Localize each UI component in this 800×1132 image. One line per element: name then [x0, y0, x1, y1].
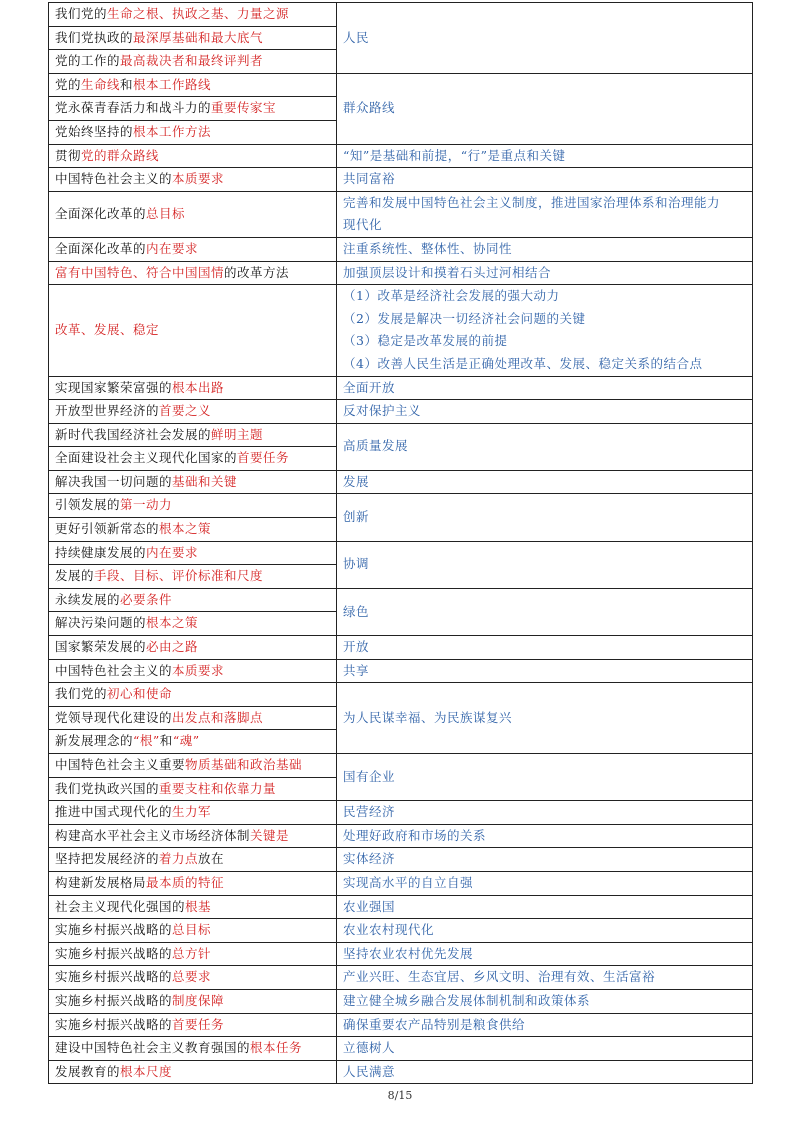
answer-cell — [337, 989, 753, 1013]
highlight-text: 党的群众路线 — [81, 147, 160, 163]
table-row — [49, 376, 753, 400]
plain-text: 解决我国一切问题的 — [55, 473, 173, 489]
answer-cell — [337, 285, 753, 376]
question-cell — [49, 565, 337, 589]
plain-text: 引领发展的 — [55, 497, 121, 513]
question-cell — [49, 50, 337, 74]
highlight-text: 首要任务 — [237, 450, 290, 466]
highlight-text: 总目标 — [172, 922, 212, 938]
highlight-text: 基础和关键 — [172, 473, 238, 489]
answer-line: （2）发展是解决一切经济社会问题的关键 — [343, 310, 586, 326]
table-row — [49, 168, 753, 192]
plain-text: 全面建设社会主义现代化国家的 — [55, 450, 238, 466]
highlight-text: 根本工作方法 — [133, 123, 212, 139]
plain-text: 党始终坚持的 — [55, 123, 134, 139]
question-cell — [49, 400, 337, 424]
plain-text: 我们党执政的 — [55, 29, 134, 45]
highlight-text: 生命之根、执政之基、力量之源 — [107, 6, 290, 21]
answer-line: 人民 — [343, 29, 370, 45]
highlight-text: 根本之策 — [146, 615, 199, 631]
highlight-text: 最本质的特征 — [146, 874, 225, 890]
plain-text: 实施乡村振兴战略的 — [55, 969, 173, 985]
highlight-text: 本质要求 — [172, 662, 225, 678]
answer-line: 民营经济 — [343, 804, 396, 820]
question-cell — [49, 966, 337, 990]
answer-line: 绿色 — [343, 603, 370, 619]
answer-line: 为人民谋幸福、为民族谋复兴 — [343, 709, 513, 725]
answer-line: 建立健全城乡融合发展体制机制和政策体系 — [343, 992, 591, 1008]
highlight-text: 第一动力 — [120, 497, 173, 513]
highlight-text: 出发点和落脚点 — [172, 709, 264, 725]
question-cell — [49, 659, 337, 683]
highlight-text: 必由之路 — [146, 639, 199, 655]
question-cell — [49, 285, 337, 376]
highlight-text: 最高裁决者和最终评判者 — [120, 53, 264, 69]
question-cell — [49, 237, 337, 261]
table-row — [49, 659, 753, 683]
plain-text: 的改革方法 — [224, 264, 290, 280]
answer-cell — [337, 588, 753, 635]
answer-line: 共享 — [343, 662, 370, 678]
answer-line: 产业兴旺、生态宜居、乡风文明、治理有效、生活富裕 — [343, 969, 656, 985]
table-row — [49, 144, 753, 168]
highlight-text: 根本工作路线 — [133, 76, 212, 92]
highlight-text: 初心和使命 — [107, 686, 173, 702]
plain-text: 党领导现代化建设的 — [55, 709, 173, 725]
highlight-text: 本质要求 — [172, 171, 225, 187]
table-row — [49, 895, 753, 919]
highlight-text: 手段、目标、评价标准和尺度 — [94, 568, 264, 584]
answer-line: 农业农村现代化 — [343, 922, 435, 938]
plain-text: 中国特色社会主义的 — [55, 171, 173, 187]
question-cell — [49, 73, 337, 97]
answer-cell — [337, 3, 753, 74]
highlight-text: 关键是 — [250, 827, 290, 843]
question-cell — [49, 261, 337, 285]
question-cell — [49, 518, 337, 542]
highlight-text: 着力点 — [159, 851, 199, 867]
question-cell — [49, 470, 337, 494]
question-cell — [49, 120, 337, 144]
plain-text: 党的工作的 — [55, 53, 121, 69]
answer-line: 创新 — [343, 509, 370, 525]
plain-text: 党的 — [55, 76, 82, 92]
question-cell — [49, 168, 337, 192]
highlight-text: 富有中国特色、符合中国国情 — [55, 264, 225, 280]
question-cell — [49, 942, 337, 966]
plain-text: 发展的 — [55, 568, 95, 584]
question-cell — [49, 423, 337, 447]
table-row — [49, 989, 753, 1013]
question-cell — [49, 376, 337, 400]
plain-text: 构建高水平社会主义市场经济体制 — [55, 827, 251, 843]
table-row — [49, 285, 753, 376]
answer-cell — [337, 683, 753, 754]
answer-line: 实现高水平的自立自强 — [343, 874, 474, 890]
plain-text: 开放型世界经济的 — [55, 403, 160, 419]
highlight-text: 生力军 — [172, 804, 212, 820]
plain-text: 实施乡村振兴战略的 — [55, 1016, 173, 1032]
page-number: 8/15 — [387, 1089, 413, 1102]
answer-line: 高质量发展 — [343, 438, 409, 454]
plain-text: 构建新发展格局 — [55, 874, 147, 890]
plain-text: 国家繁荣发展的 — [55, 639, 147, 655]
table-row — [49, 3, 753, 27]
question-cell — [49, 144, 337, 168]
question-cell — [49, 754, 337, 778]
question-cell — [49, 447, 337, 471]
table-row — [49, 1060, 753, 1084]
question-cell — [49, 777, 337, 801]
highlight-text: 首要任务 — [172, 1016, 225, 1032]
table-row — [49, 261, 753, 285]
answer-line: 现代化 — [343, 217, 383, 233]
table-row — [49, 237, 753, 261]
answer-line: 群众路线 — [343, 100, 396, 116]
plain-text: 持续健康发展的 — [55, 544, 147, 560]
answer-line: 国有企业 — [343, 768, 396, 784]
highlight-text: 重要支柱和依靠力量 — [159, 780, 277, 796]
plain-text: 坚持把发展经济的 — [55, 851, 160, 867]
answer-line: 农业强国 — [343, 898, 396, 914]
answer-cell — [337, 848, 753, 872]
answer-line: 确保重要农产品特别是粮食供给 — [343, 1016, 526, 1032]
question-cell — [49, 848, 337, 872]
answer-cell — [337, 754, 753, 801]
answer-line: “知”是基础和前提，“行”是重点和关键 — [343, 147, 566, 163]
answer-line: 共同富裕 — [343, 171, 396, 187]
answer-cell — [337, 919, 753, 943]
question-cell — [49, 895, 337, 919]
question-cell — [49, 636, 337, 660]
answer-cell — [337, 1060, 753, 1084]
answer-cell — [337, 73, 753, 144]
answer-line: 加强顶层设计和摸着石头过河相结合 — [343, 264, 552, 280]
answer-line: 人民满意 — [343, 1063, 396, 1079]
highlight-text: 必要条件 — [120, 591, 173, 607]
highlight-text: “魂” — [172, 733, 200, 749]
plain-text: 发展教育的 — [55, 1063, 121, 1079]
answer-cell — [337, 423, 753, 470]
answer-line: （4）改善人民生活是正确处理改革、发展、稳定关系的结合点 — [343, 355, 703, 371]
table-row — [49, 683, 753, 707]
highlight-text: 根本尺度 — [120, 1063, 173, 1079]
question-cell — [49, 191, 337, 237]
answer-cell — [337, 824, 753, 848]
question-cell — [49, 801, 337, 825]
answer-cell — [337, 237, 753, 261]
question-cell — [49, 3, 337, 27]
question-cell — [49, 1060, 337, 1084]
plain-text: 我们党执政兴国的 — [55, 780, 160, 796]
highlight-text: 内在要求 — [146, 240, 199, 256]
table-row — [49, 73, 753, 97]
answer-cell — [337, 942, 753, 966]
highlight-text: 内在要求 — [146, 544, 199, 560]
answer-line: 协调 — [343, 556, 370, 572]
answer-cell — [337, 261, 753, 285]
answer-line: （3）稳定是改革发展的前提 — [343, 333, 508, 349]
question-cell — [49, 612, 337, 636]
table-row — [49, 871, 753, 895]
plain-text: 放在 — [198, 851, 225, 867]
table-row — [49, 494, 753, 518]
answer-line: 处理好政府和市场的关系 — [343, 827, 487, 843]
table-row — [49, 400, 753, 424]
answer-line: 反对保护主义 — [343, 403, 422, 419]
answer-cell — [337, 470, 753, 494]
table-row — [49, 423, 753, 447]
plain-text: 全面深化改革的 — [55, 240, 147, 256]
answer-line: 注重系统性、整体性、协同性 — [343, 240, 513, 256]
answer-line: 开放 — [343, 639, 370, 655]
answer-cell — [337, 801, 753, 825]
table-row — [49, 541, 753, 565]
answer-cell — [337, 144, 753, 168]
question-cell — [49, 824, 337, 848]
table-row — [49, 588, 753, 612]
table-row — [49, 824, 753, 848]
answer-line: 坚持农业农村优先发展 — [343, 945, 474, 961]
table-row — [49, 1037, 753, 1061]
plain-text: 实现国家繁荣富强的 — [55, 379, 173, 395]
plain-text: 新发展理念的 — [55, 733, 134, 749]
table-row — [49, 966, 753, 990]
highlight-text: 根本出路 — [172, 379, 225, 395]
plain-text: 永续发展的 — [55, 591, 121, 607]
question-cell — [49, 97, 337, 121]
plain-text: 实施乡村振兴战略的 — [55, 945, 173, 961]
highlight-text: 根本任务 — [250, 1040, 303, 1056]
answer-cell — [337, 376, 753, 400]
question-cell — [49, 541, 337, 565]
answer-line: 立德树人 — [343, 1040, 396, 1056]
question-cell — [49, 588, 337, 612]
answer-cell — [337, 1037, 753, 1061]
plain-text: 贯彻 — [55, 147, 82, 163]
plain-text: 和 — [120, 76, 134, 92]
answer-line: 实体经济 — [343, 851, 396, 867]
highlight-text: 总目标 — [146, 206, 186, 222]
answer-cell — [337, 1013, 753, 1037]
plain-text: 我们党的 — [55, 686, 108, 702]
question-cell — [49, 683, 337, 707]
plain-text: 建设中国特色社会主义教育强国的 — [55, 1040, 251, 1056]
plain-text: 和 — [159, 733, 173, 749]
highlight-text: 首要之义 — [159, 403, 212, 419]
question-cell — [49, 1013, 337, 1037]
highlight-text: 重要传家宝 — [211, 100, 277, 116]
table-row — [49, 1013, 753, 1037]
table-row — [49, 191, 753, 237]
highlight-text: 总方针 — [172, 945, 212, 961]
table-body — [49, 3, 753, 1084]
plain-text: 社会主义现代化强国的 — [55, 898, 186, 914]
question-cell — [49, 730, 337, 754]
answer-line: 发展 — [343, 473, 370, 489]
table-row — [49, 636, 753, 660]
plain-text: 解决污染问题的 — [55, 615, 147, 631]
plain-text: 全面深化改革的 — [55, 206, 147, 222]
plain-text: 更好引领新常态的 — [55, 521, 160, 537]
plain-text: 推进中国式现代化的 — [55, 804, 173, 820]
question-cell — [49, 706, 337, 730]
highlight-text: 总要求 — [172, 969, 212, 985]
answer-cell — [337, 895, 753, 919]
plain-text: 党永葆青春活力和战斗力的 — [55, 100, 212, 116]
answer-line: （1）改革是经济社会发展的强大动力 — [343, 288, 560, 304]
table-row — [49, 848, 753, 872]
answer-line: 全面开放 — [343, 379, 396, 395]
answer-cell — [337, 636, 753, 660]
highlight-text: 物质基础和政治基础 — [185, 757, 303, 772]
table-row — [49, 801, 753, 825]
question-cell — [49, 871, 337, 895]
question-cell — [49, 989, 337, 1013]
highlight-text: “根” — [133, 733, 160, 749]
table-row — [49, 754, 753, 778]
highlight-text: 改革、发展、稳定 — [55, 322, 160, 338]
question-cell — [49, 1037, 337, 1061]
table-row — [49, 470, 753, 494]
answer-cell — [337, 494, 753, 541]
qa-table — [48, 2, 753, 1084]
plain-text: 中国特色社会主义重要 — [55, 757, 186, 772]
plain-text: 新时代我国经济社会发展的 — [55, 426, 212, 442]
highlight-text: 最深厚基础和最大底气 — [133, 29, 264, 45]
plain-text: 实施乡村振兴战略的 — [55, 992, 173, 1008]
highlight-text: 根本之策 — [159, 521, 212, 537]
highlight-text: 根基 — [185, 898, 212, 914]
answer-cell — [337, 541, 753, 588]
answer-cell — [337, 966, 753, 990]
question-cell — [49, 919, 337, 943]
answer-line: 完善和发展中国特色社会主义制度，推进国家治理体系和治理能力 — [343, 194, 721, 210]
plain-text: 实施乡村振兴战略的 — [55, 922, 173, 938]
highlight-text: 制度保障 — [172, 992, 225, 1008]
answer-cell — [337, 400, 753, 424]
question-cell — [49, 26, 337, 50]
answer-cell — [337, 659, 753, 683]
plain-text: 我们党的 — [55, 6, 108, 21]
answer-cell — [337, 168, 753, 192]
plain-text: 中国特色社会主义的 — [55, 662, 173, 678]
table-row — [49, 919, 753, 943]
highlight-text: 鲜明主题 — [211, 426, 264, 442]
question-cell — [49, 494, 337, 518]
answer-cell — [337, 871, 753, 895]
highlight-text: 生命线 — [81, 76, 121, 92]
answer-cell — [337, 191, 753, 237]
table-row — [49, 942, 753, 966]
